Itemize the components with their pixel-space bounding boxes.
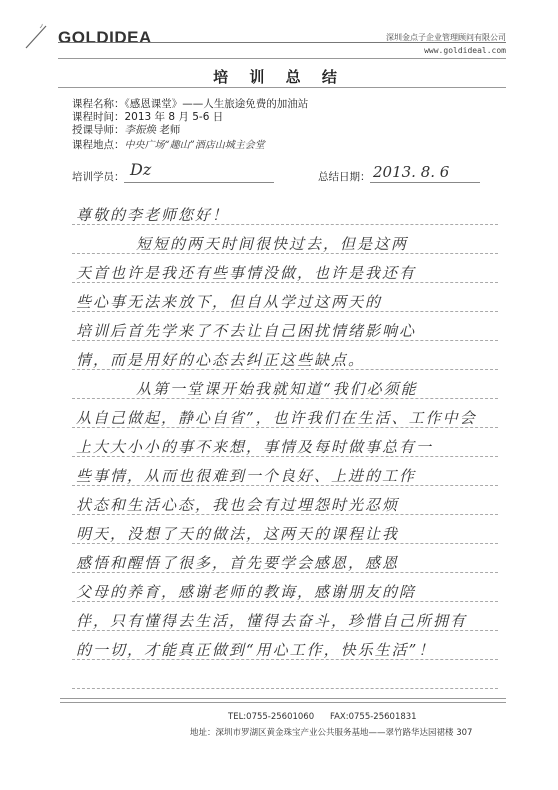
header-divider-lower [58, 58, 506, 59]
handwritten-line: 上大大小小的事不来想，事情及每时做事总有一 [76, 438, 434, 456]
footer-telephone: TEL:0755-25601060 [228, 712, 315, 722]
trainee-underline [124, 182, 274, 183]
summary-date-handwritten: 2013. 8. 6 [373, 163, 450, 181]
handwritten-line: 从自己做起，静心自省”，也许我们在生活、工作中会 [76, 409, 477, 427]
handwritten-line: 状态和生活心态，我也会有过埋怨时光忍烦 [76, 496, 400, 514]
handwritten-line: 些事情，从而也很难到一个良好、上进的工作 [76, 467, 417, 485]
handwritten-line: 尊敬的李老师您好！ [76, 206, 230, 224]
teacher-row [72, 122, 180, 137]
handwritten-line: 的一切，才能真正做到“用心工作，快乐生活”！ [76, 641, 436, 659]
page-title: 培 训 总 结 [213, 68, 345, 86]
footer-divider [60, 698, 506, 699]
header-divider [58, 42, 506, 43]
course-time-value: 2013 年 8 月 5-6 日 [124, 111, 224, 123]
trainee-signature: Dz [130, 160, 152, 179]
company-logo: GOLDIDEA [58, 28, 152, 47]
date-underline [370, 182, 480, 183]
ruled-line [72, 688, 498, 689]
handwritten-line: 些心事无法来放下，但自从学过这两天的 [76, 293, 383, 311]
handwritten-line: 从第一堂课开始我就知道“我们必须能 [136, 380, 418, 398]
teacher-name-handwritten: 李振焕 [124, 124, 156, 136]
footer-fax: FAX:0755-25601831 [330, 712, 417, 722]
handwritten-line: 情，而是用好的心态去纠正这些缺点。 [76, 351, 366, 369]
handwritten-line: 明天，没想了天的做法，这两天的课程让我 [76, 525, 400, 543]
company-website: www.goldideal.com [424, 46, 506, 55]
handwritten-line: 父母的养育，感谢老师的教诲，感谢朋友的陪 [76, 583, 417, 601]
teacher-suffix: 老师 [159, 124, 181, 136]
course-name-label: 课程名称： [72, 98, 125, 110]
handwritten-line: 天首也许是我还有些事情没做，也许是我还有 [76, 264, 417, 282]
handwritten-line: 感悟和醒悟了很多，首先要学会感恩，感恩 [76, 554, 400, 572]
handwritten-line: 短短的两天时间很快过去，但是这两 [136, 235, 409, 253]
trainee-row [72, 169, 125, 184]
trainee-label: 培训学员： [72, 171, 125, 183]
location-label: 课程地点： [72, 139, 125, 151]
location-handwritten: 中央广场“趣山”酒店山城主会堂 [124, 140, 265, 151]
teacher-label: 授课导师： [72, 124, 125, 136]
location-row [72, 136, 265, 152]
title-divider [58, 87, 506, 88]
footer-address: 地址：深圳市罗湖区黄金珠宝产业公共服务基地——翠竹路华达园裙楼 307 [190, 728, 473, 738]
handwritten-line: 培训后首先学来了不去让自己困扰情绪影响心 [76, 322, 417, 340]
course-name-value: 《感恩课堂》——人生旅途免费的加油站 [124, 98, 309, 110]
company-name: 深圳金点子企业管理顾问有限公司 [386, 33, 506, 42]
course-time-label: 课程时间： [72, 111, 125, 123]
handwritten-line: 伴，只有懂得去生活，懂得去奋斗，珍惜自己所拥有 [76, 612, 468, 630]
pen-mark-icon [22, 22, 50, 50]
summary-date-label: 总结日期： [318, 171, 371, 183]
footer-divider-lower [60, 702, 506, 703]
